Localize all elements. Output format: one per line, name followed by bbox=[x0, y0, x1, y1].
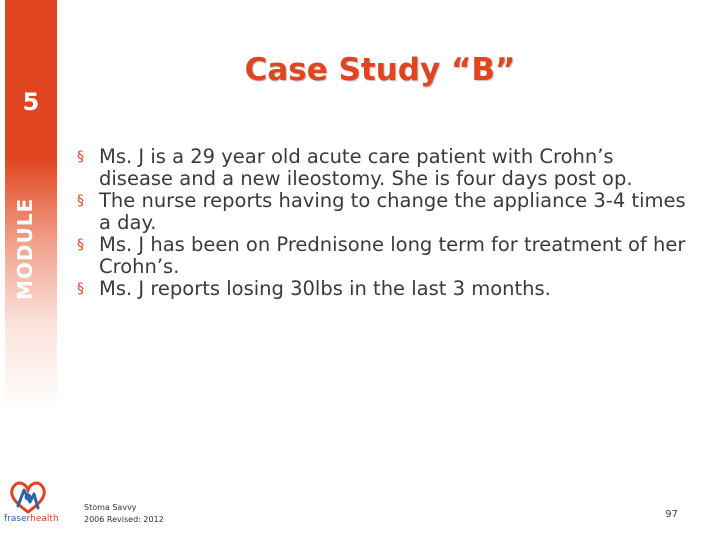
bullet-item bbox=[74, 234, 690, 278]
footer-line-1: Stoma Savvy bbox=[84, 503, 137, 512]
logo-wordmark bbox=[4, 514, 59, 524]
logo-text-part1: fraser bbox=[4, 514, 31, 524]
module-label: MODULE bbox=[13, 197, 37, 300]
footer bbox=[84, 502, 164, 526]
bullet-marker-icon: § bbox=[77, 193, 84, 209]
bullet-text: Ms. J is a 29 year old acute care patient with Crohn’s disease and a new ileostomy. She is four days post op. bbox=[99, 145, 633, 190]
bullet-text: The nurse reports having to change the appliance 3-4 times a day. bbox=[99, 189, 686, 234]
bullet-text: Ms. J has been on Prednisone long term for treatment of her Crohn’s. bbox=[99, 233, 686, 278]
logo-text-part2: health bbox=[30, 514, 59, 524]
module-number: 5 bbox=[22, 88, 40, 116]
bullet-item bbox=[74, 190, 690, 234]
bullet-item bbox=[74, 146, 690, 190]
slide-title: Case Study “B” bbox=[244, 52, 516, 88]
bullet-item bbox=[74, 278, 690, 300]
page-number: 97 bbox=[665, 509, 678, 520]
bullet-list bbox=[74, 146, 690, 300]
bullet-text: Ms. J reports losing 30lbs in the last 3 months. bbox=[99, 277, 551, 300]
footer-line-2: 2006 Revised: 2012 bbox=[84, 515, 164, 524]
bullet-marker-icon: § bbox=[77, 281, 84, 297]
module-number-box bbox=[5, 0, 57, 158]
bullet-marker-icon: § bbox=[77, 237, 84, 253]
bullet-marker-icon: § bbox=[77, 149, 84, 165]
